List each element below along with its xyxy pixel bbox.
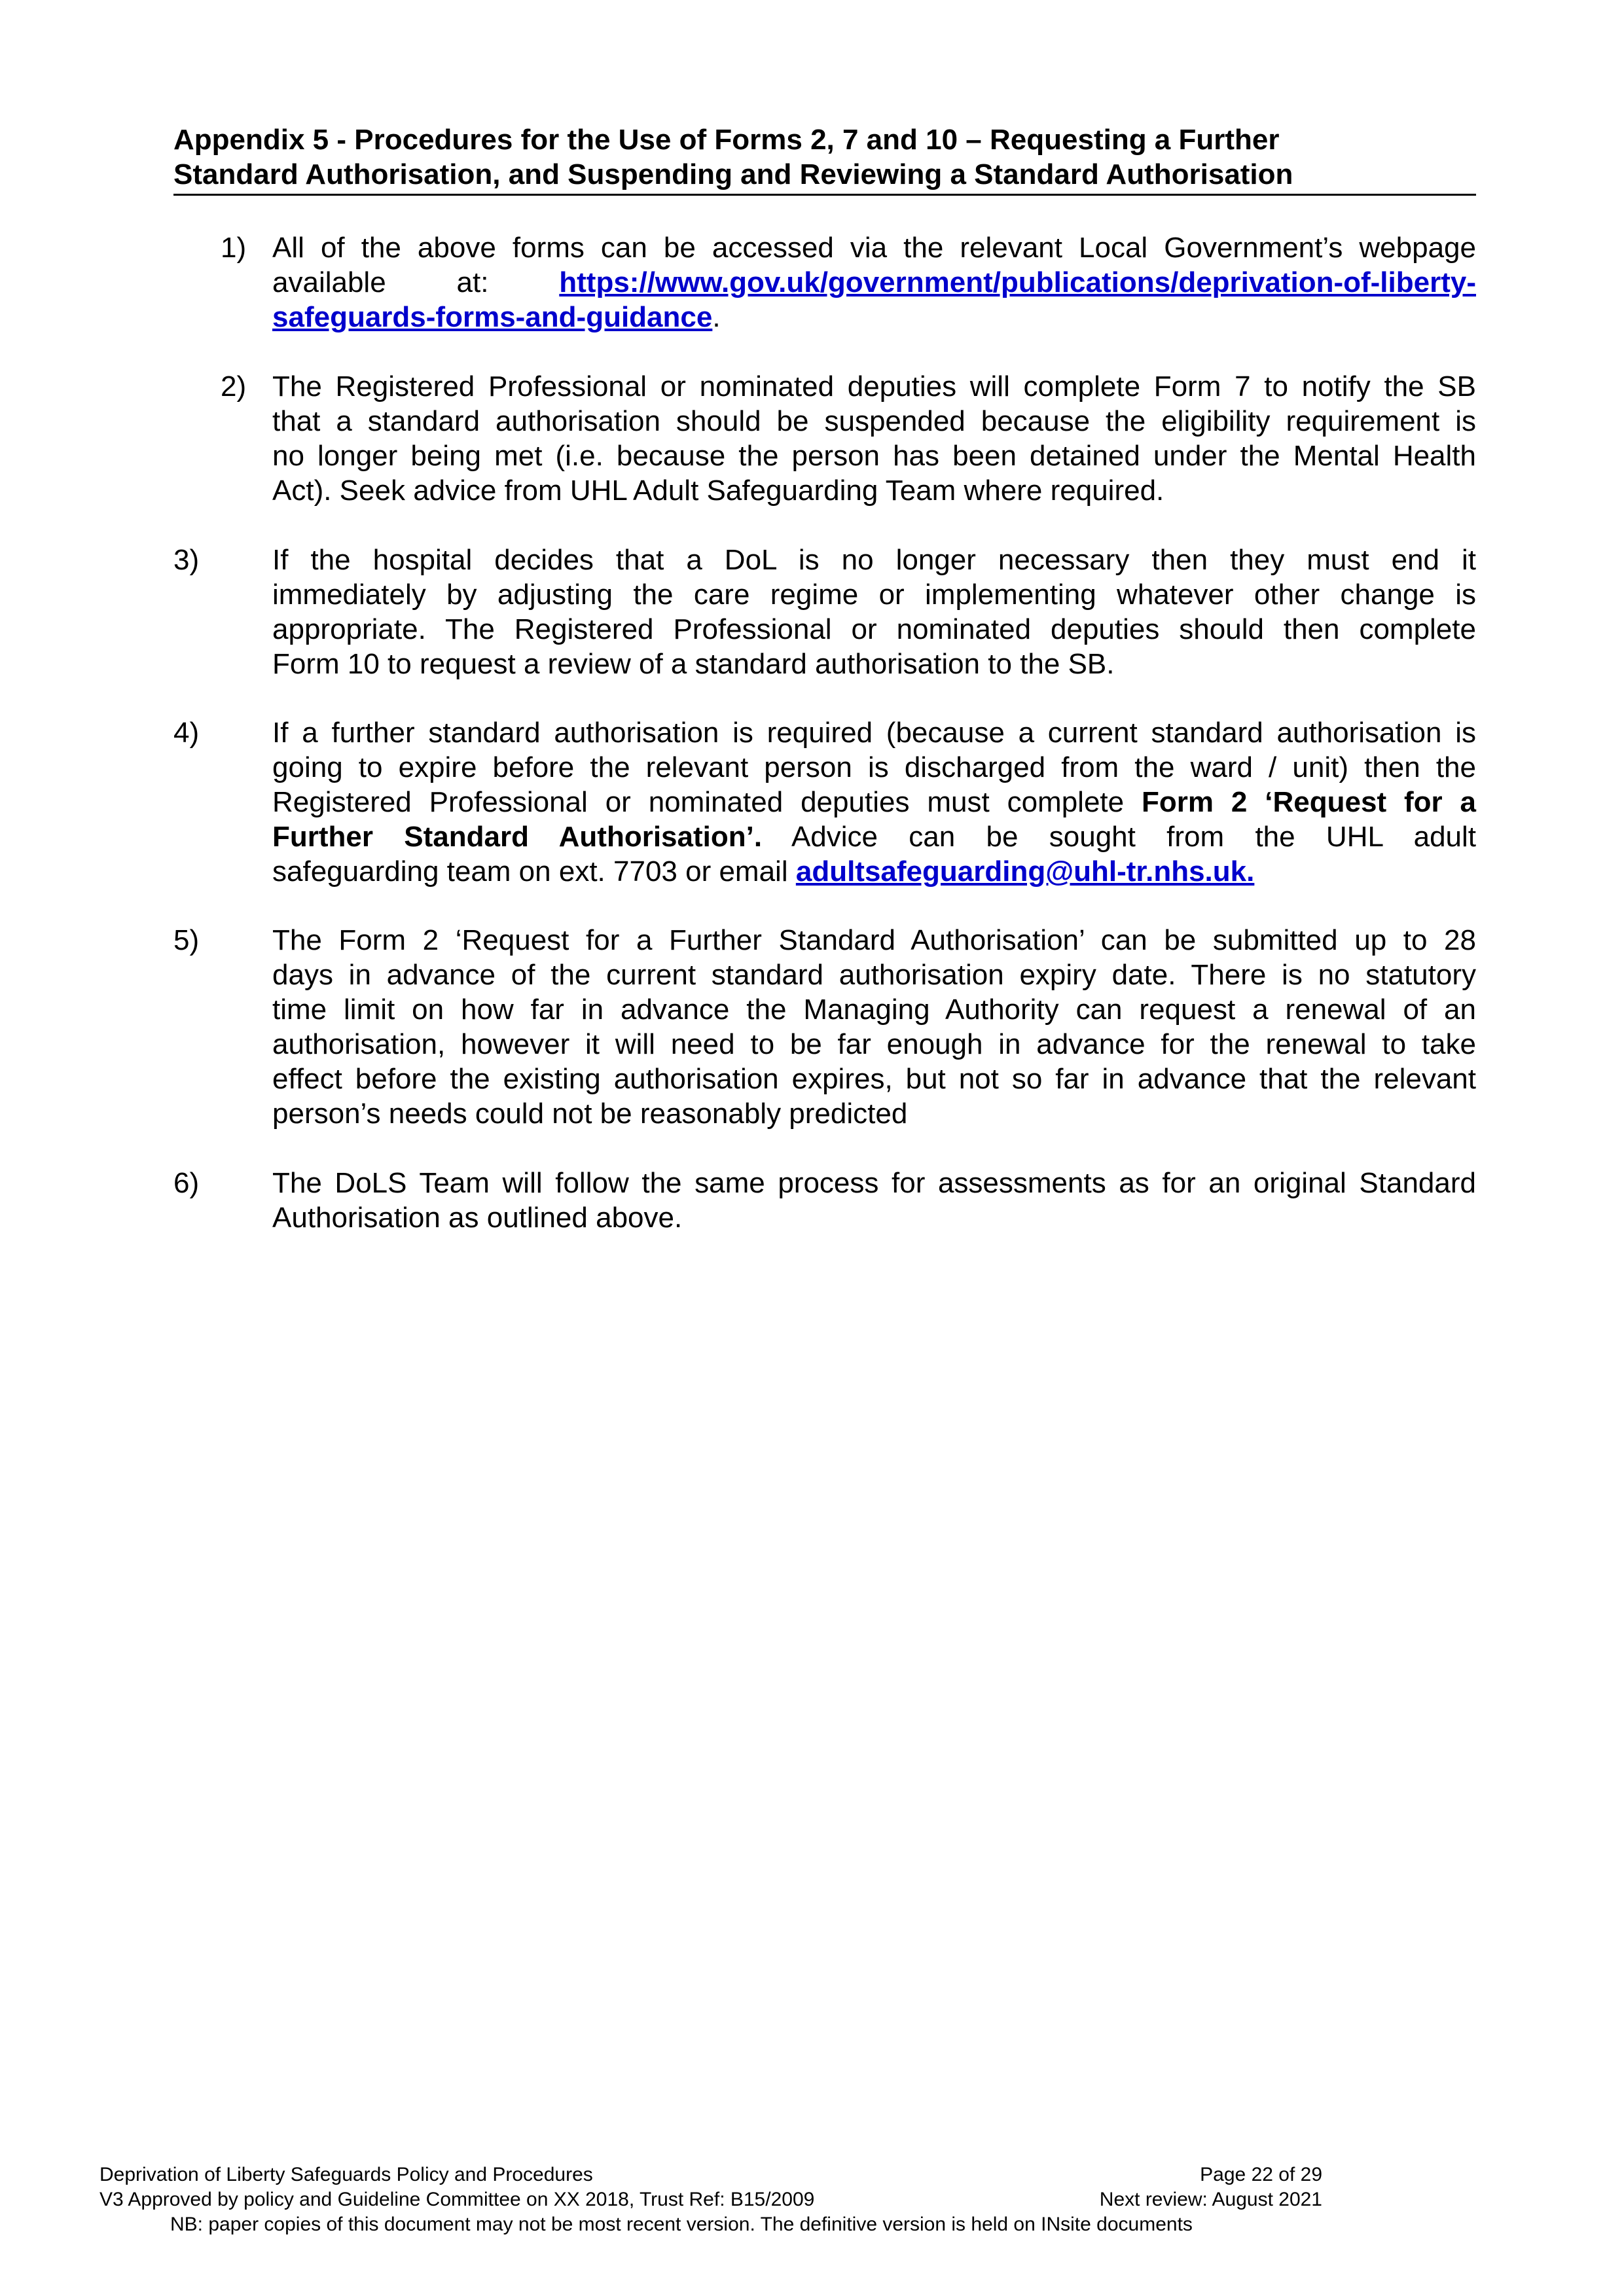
item-text-line: Form 10 to request a review of a standard authorisation to the SB. xyxy=(272,648,1115,680)
item-text-line: time limit on how far in advance the Managing Authority can request a renewal of an xyxy=(272,994,1476,1026)
item-number: 2) xyxy=(221,370,247,403)
heading-line-2: Standard Authorisation, and Suspending and Reviewing a Standard Authorisation xyxy=(173,158,1293,190)
item-text-line: available at: https://www.gov.uk/government/publications/deprivation-of-liberty- xyxy=(272,266,1476,298)
heading-line-1: Appendix 5 - Procedures for the Use of Forms 2, 7 and 10 – Requesting a Further xyxy=(173,124,1280,156)
item-number: 3) xyxy=(173,544,200,576)
forms-guidance-link[interactable]: https://www.gov.uk/government/publications/deprivation-of-liberty- xyxy=(559,266,1476,298)
item-number: 5) xyxy=(173,924,200,956)
item-text-line: appropriate. The Registered Professional or nominated deputies should then complete xyxy=(272,613,1476,645)
item-text-line: The Registered Professional or nominated deputies will complete Form 7 to notify the SB xyxy=(272,370,1476,403)
item-text-line: The DoLS Team will follow the same process for assessments as for an original Standard xyxy=(272,1167,1476,1199)
item-number: 6) xyxy=(173,1167,200,1199)
item-text-line: effect before the existing authorisation expires, but not so far in advance that the relevant xyxy=(272,1063,1476,1095)
appendix-heading xyxy=(173,122,1476,196)
footer-next-review: Next review: August 2021 xyxy=(1099,2189,1322,2210)
item-text-line: person’s needs could not be reasonably predicted xyxy=(272,1098,908,1130)
item-text-line: immediately by adjusting the care regime or implementing whatever other change is xyxy=(272,579,1476,611)
footer-document-title: Deprivation of Liberty Safeguards Policy and Procedures xyxy=(99,2164,593,2185)
footer-paper-copy-notice: NB: paper copies of this document may not be most recent version. The definitive version is held on INsite documents xyxy=(170,2214,1193,2235)
item-text-line: Further Standard Authorisation’. Advice can be sought from the UHL adult xyxy=(272,821,1477,853)
item-text-line: safeguards-forms-and-guidance. xyxy=(272,301,721,333)
forms-guidance-link-continued[interactable]: safeguards-forms-and-guidance xyxy=(272,301,713,333)
item-text-line: Authorisation as outlined above. xyxy=(272,1202,683,1234)
item-text-line: Registered Professional or nominated deputies must complete Form 2 ‘Request for a xyxy=(272,786,1477,818)
item-text-line: days in advance of the current standard authorisation expiry date. There is no statutory xyxy=(272,959,1476,991)
further-authorisation-bold-text: Further Standard Authorisation’. xyxy=(272,821,763,853)
item-text-line: All of the above forms can be accessed via the relevant Local Government’s webpage xyxy=(272,232,1476,264)
item-number: 1) xyxy=(221,232,247,264)
item-text-line: safeguarding team on ext. 7703 or email adultsafeguarding@uhl-tr.nhs.uk. xyxy=(272,855,1255,888)
item-text-line: If a further standard authorisation is required (because a current standard authorisation is xyxy=(272,717,1476,749)
footer-approval-info: V3 Approved by policy and Guideline Committee on XX 2018, Trust Ref: B15/2009 xyxy=(99,2189,815,2210)
item-text-line: If the hospital decides that a DoL is no longer necessary then they must end it xyxy=(272,544,1476,576)
item-text-line: The Form 2 ‘Request for a Further Standard Authorisation’ can be submitted up to 28 xyxy=(272,924,1476,956)
item-text-line: authorisation, however it will need to be far enough in advance for the renewal to take xyxy=(272,1028,1476,1060)
item-number: 4) xyxy=(173,717,200,749)
page-footer xyxy=(99,2162,1324,2237)
item-text-line: going to expire before the relevant person is discharged from the ward / unit) then the xyxy=(272,751,1476,783)
item-text-line: that a standard authorisation should be suspended because the eligibility requirement is xyxy=(272,405,1476,437)
form-2-bold-text: Form 2 ‘Request for a xyxy=(1142,786,1477,818)
adult-safeguarding-email-link[interactable]: adultsafeguarding@uhl-tr.nhs.uk. xyxy=(795,855,1255,888)
item-text-line: Act). Seek advice from UHL Adult Safeguarding Team where required. xyxy=(272,475,1164,507)
footer-page-number: Page 22 of 29 xyxy=(1200,2164,1322,2185)
item-text-line: no longer being met (i.e. because the person has been detained under the Mental Health xyxy=(272,440,1476,472)
